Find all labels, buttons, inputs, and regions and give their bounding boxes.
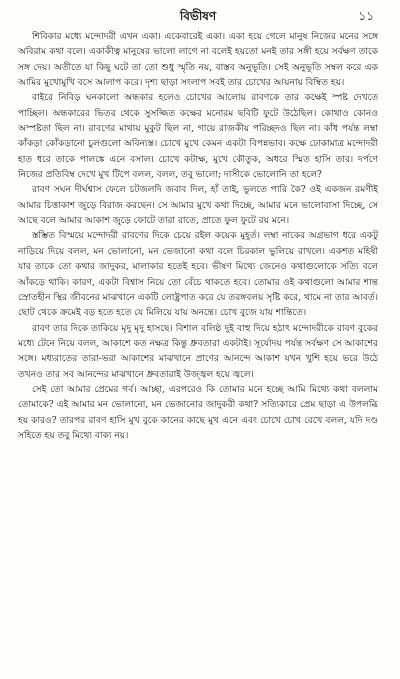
paragraph: সেই তো আমার প্রেমের গর্ব। আচ্ছা, এরপরেও কি তোমার মনে হচ্ছে আমি মিথ্যে কথা বললাম তোমাকে? এই আমার মন ভোলানো, মন ভেজানোর জাদুকরী কথা? সত্যিকারে প্রেম ছাড়া এ উপলব্ধি হয় কারও? তারপর রাবণ হাসি মুখ বুকে কানের কাছে মুখ এনে এবং চোখে চোখ রেখে বলল, যদি দণ্ড সহিতে হয় তবু মিথ্যে বাক্য নয়। (18, 384, 378, 441)
body-text (18, 30, 378, 444)
paragraph: রাবণ সঘন দীর্ঘশ্বাস ফেলে চটজলদি জবাব দিল, হাঁ তাই, ভুলতে পারি কৈ? ওই একজন রমণীই আমার চিত্তাকাশ জুড়ে বিরাজ করছেন। সে আমার মুখে কথা দিচ্ছে, আমার মনে ভালোবাসা দিচ্ছে, সে আছে বলে আমার আকাশ জুড়ে ফোটে তারা রাতে, প্রাতে ফুল ফুটে রয় মনে। (18, 185, 378, 227)
paragraph: রাবণ তার দিকে তাকিয়ে মৃদু মৃদু হাসছে। বিশাল বলিষ্ঠ দুই বাহু দিয়ে হঠাৎ মন্দোদরীকে রাবণ বুকের মধ্যে টেনে নিয়ে বলল, আকাশে কত নক্ষত্র কিন্তু ধ্রুবতারা একটাই। সূর্যোদয় পর্যন্ত সর্বক্ষণ সে আকাশের সঙ্গে। মধ্যরাতের তারা-ভরা আকাশের মাঝখানে প্রাণের আনন্দে আকাশ যখন খুশি হয়ে ভরে উঠে তখনও তার সব আনন্দের মাঝখানে ধ্রুবতারাই উজ্জ্বল হয়ে জ্বলে। (18, 323, 378, 380)
paragraph: শিবিকার মধ্যে মন্দোদরী এখন একা। একেবারেই একা। একা হয়ে গেলে মানুষ নিজের মনের সঙ্গে অবিরাম কথা বলে। একাকীত্ব মানুষের ভালো লাগে না বলেই হয়তো মনই তার সঙ্গী হয়ে সর্বক্ষণ তাকে সঙ্গ দেয়। অতীতে যা কিছু ঘটে তা তো শুধু স্মৃতি নয়, বাস্তব অনুভূতি। সেই অনুভূতি সম্বল করে এক আমির মুখোমুখি বসে আলাপ করে। দৃশ্য ছাড়া সংলাপ সবই তার চোখের আয়নায় বিম্বিত হয়। (18, 32, 378, 89)
page-header (18, 0, 378, 30)
page-number: ১১ (358, 9, 374, 23)
paragraph: বাইরে নিবিড় ঘনকালো অন্ধকার হলেও চোখের আলোয় রাবণকে তার কক্ষেই স্পষ্ট দেখতে পাচ্ছিল। অন্ধকারের ভিতর থেকে সুসজ্জিত কক্ষের মনোরম ছবিটি ফুটে উঠেছিল। কোথাও কোনও অস্পষ্টতা ছিল না। রাবণের মাথায় মুকুট ছিল না, গায়ে রাজকীয় পরিচ্ছদও ছিল না। কাঁধ পর্যন্ত লম্বা কাঁকড়া কোঁকড়ানো চুলগুলো অবিন্যস্ত। চোখে মুখে কেমন একটা বিপন্নভাব। কক্ষে ঢোকামাত্র মন্দোদরী হাত ধরে তাকে পালঙ্কে এনে বসাল। চোখে কটাক্ষ, মুখে কৌতুক, অধরে স্মিত হাসি তার। দর্পণে নিজের প্রতিবিম্ব দেখে মুখ টিপে বলল, বলল, তবু ভালো; দাসীকে ভোলোনি তা হলে? (18, 93, 378, 181)
paragraph: স্তম্ভিত বিস্ময়ে মন্দোদরী রাবণের দিকে চেয়ে রইল কয়েক মুহূর্ত। লম্বা নাকের অগ্রভাগ ধরে একটু নাড়িয়ে দিয়ে বলল, মন ভোলানো, মন ভেজানো কথা বলে চিরকাল ভুলিয়ে রাখলে। একশত মহিষী যার তাকে তো কথার জাদুকর, মালাকার হতেই হবে। ভীষণ মিথ্যে জেনেও কথাগুলোকে সত্যি বলে আঁকড়ে থাকি। কারণ, একটা বিশ্বাস নিয়ে তো বেঁচে থাকতে হবে। তোমার ওই কথাগুলো আমার শান্ত স্রোতহীন স্থির জীবনের মাঝখানে একটি লোষ্ট্রপাত করে যে তরঙ্গবলয় সৃষ্টি করে, থামে না তার আবর্ত। ছোট থেকে ক্রমেই বড় হতে হতে যে মিলিয়ে যায় অনন্তে। চোখ বুজে যায় শান্তিতে। (18, 231, 378, 319)
running-title: বিভীষণ (179, 9, 217, 23)
